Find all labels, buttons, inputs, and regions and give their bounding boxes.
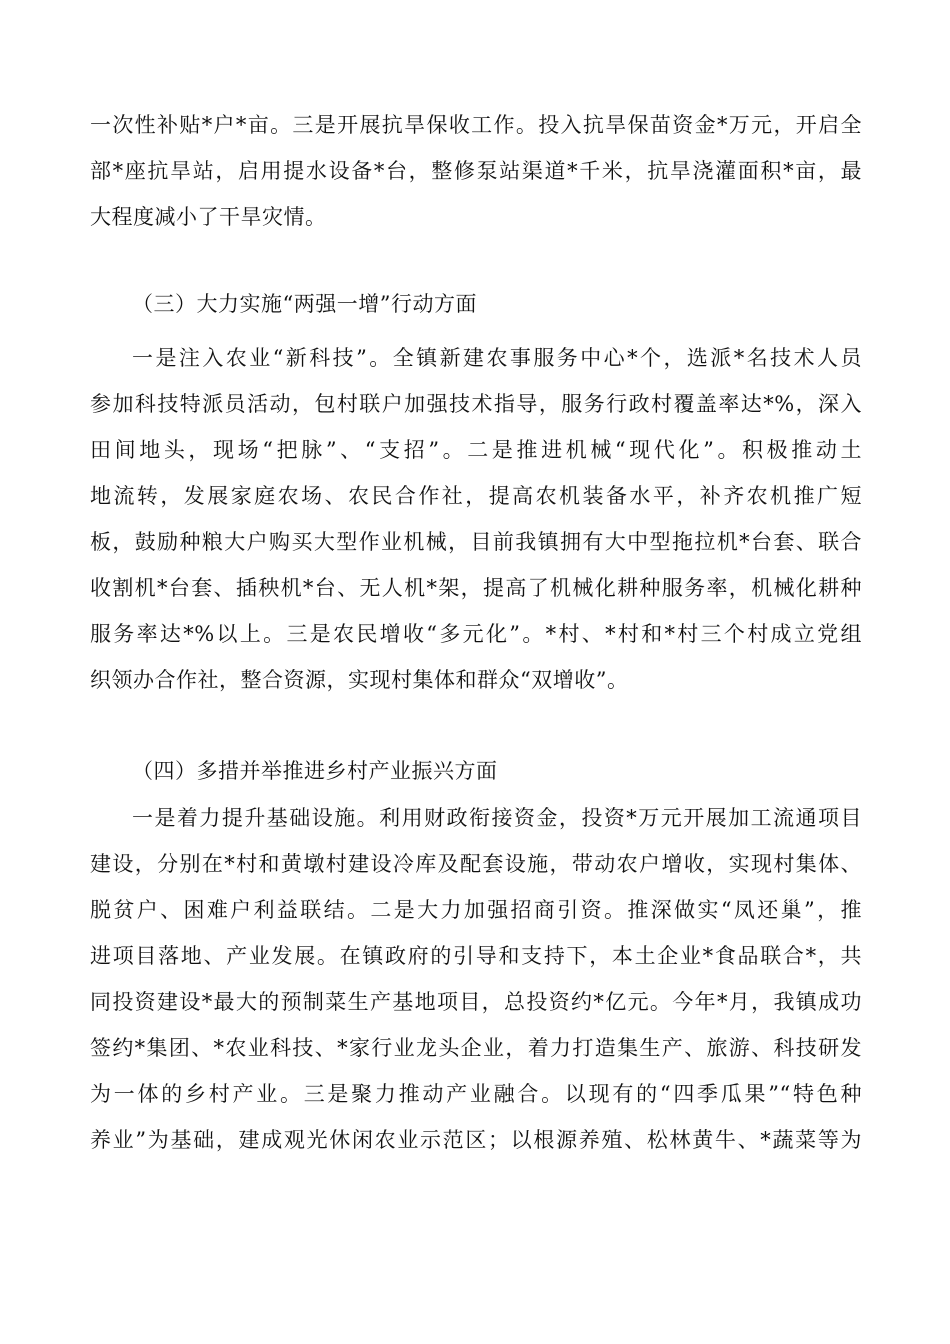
text-line: 脱贫户、困难户利益联结。二是大力加强招商引资。推深做实“凤还巢”，推 [90, 898, 862, 922]
text-line: 大程度减小了干旱灾情。 [90, 205, 327, 229]
text-line: 养业”为基础，建成观光休闲农业示范区；以根源养殖、松林黄牛、*蔬菜等为 [90, 1128, 862, 1152]
paragraph-rural-industry [90, 795, 862, 1163]
text-line: 为一体的乡村产业。三是聚力推动产业融合。以现有的“四季瓜果”“特色种 [90, 1082, 862, 1106]
text-line: 织领办合作社，整合资源，实现村集体和群众“双增收”。 [90, 668, 629, 692]
paragraph-drought-relief [90, 102, 862, 240]
text-line: 参加科技特派员活动，包村联户加强技术指导，服务行政村覆盖率达*%，深入 [90, 392, 862, 416]
text-line: 部*座抗旱站，启用提水设备*台，整修泵站渠道*千米，抗旱浇灌面积*亩，最 [90, 159, 862, 183]
text-line: 一次性补贴*户*亩。三是开展抗旱保收工作。投入抗旱保苗资金*万元，开启全 [90, 113, 862, 137]
text-line: 板，鼓励种粮大户购买大型作业机械，目前我镇拥有大中型拖拉机*台套、联合 [90, 530, 862, 554]
text-line: 地流转，发展家庭农场、农民合作社，提高农机装备水平，补齐农机推广短 [90, 484, 862, 508]
text-line: 收割机*台套、插秧机*台、无人机*架，提高了机械化耕种服务率，机械化耕种 [90, 576, 862, 600]
text-line: 签约*集团、*农业科技、*家行业龙头企业，着力打造集生产、旅游、科技研发 [90, 1036, 862, 1060]
text-line: 一是着力提升基础设施。利用财政衔接资金，投资*万元开展加工流通项目 [132, 806, 862, 830]
section-heading-three: （三）大力实施“两强一增”行动方面 [132, 292, 477, 316]
text-line: 服务率达*%以上。三是农民增收“多元化”。*村、*村和*村三个村成立党组 [90, 622, 862, 646]
text-line: 建设，分别在*村和黄墩村建设冷库及配套设施，带动农户增收，实现村集体、 [90, 852, 862, 876]
section-heading-four: （四）多措并举推进乡村产业振兴方面 [132, 759, 498, 783]
text-line: 同投资建设*最大的预制菜生产基地项目，总投资约*亿元。今年*月，我镇成功 [90, 990, 862, 1014]
paragraph-two-strong-one-increase [90, 335, 862, 703]
text-line: 进项目落地、产业发展。在镇政府的引导和支持下，本土企业*食品联合*，共 [90, 944, 862, 968]
text-line: 田间地头，现场“把脉”、“支招”。二是推进机械“现代化”。积极推动土 [90, 438, 862, 462]
text-line: 一是注入农业“新科技”。全镇新建农事服务中心*个，选派*名技术人员 [132, 346, 862, 370]
